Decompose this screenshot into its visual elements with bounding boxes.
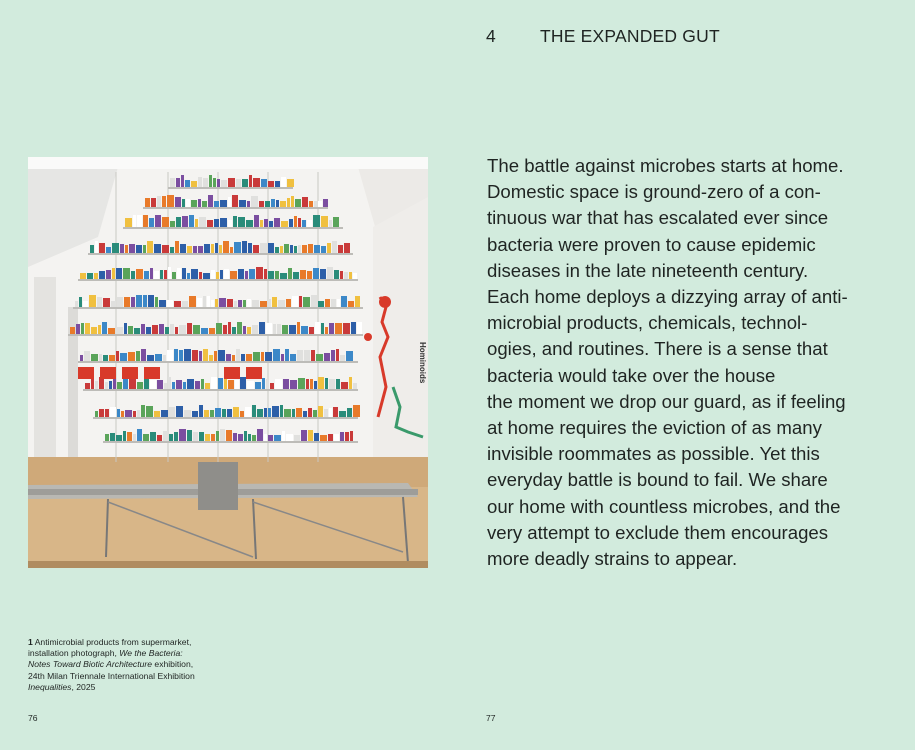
chapter-header [486, 26, 720, 47]
body-line: very attempt to exclude them encourages [487, 521, 829, 543]
body-line: our home with countless microbes, and the [487, 495, 841, 517]
body-line: ogies, and routines. There is a sense that [487, 338, 828, 360]
caption-line-1 [28, 637, 258, 648]
body-line: tinuous war that has escalated ever since [487, 207, 829, 229]
body-line: bacteria would take over the house [487, 364, 776, 386]
figure-caption [28, 637, 258, 693]
page-number-left: 76 [28, 713, 38, 723]
body-line: microbial products, chemicals, technol- [487, 312, 808, 334]
caption-text-5: , 2025 [71, 681, 96, 692]
caption-title-1: We the Bacteria: [119, 648, 183, 659]
caption-title-3: Inequalities [28, 681, 72, 692]
caption-line-4: 24th Milan Triennale International Exhibition [28, 670, 195, 681]
body-line: at home requires the eviction of as many [487, 417, 822, 439]
page-number-right: 77 [486, 713, 496, 723]
installation-photograph [28, 157, 428, 568]
body-line: The battle against microbes starts at home. [487, 155, 844, 176]
body-line: the moment we drop our guard, as if feeling [487, 390, 846, 412]
chapter-title: THE EXPANDED GUT [540, 26, 720, 46]
caption-line-3 [28, 659, 258, 670]
body-line: diseases in the late nineteenth century. [487, 259, 809, 281]
caption-title-2: Notes Toward Biotic Architecture [28, 659, 153, 670]
body-line: invisible roommates as possible. Yet this [487, 443, 820, 465]
body-line: Each home deploys a dizzying array of anti- [487, 286, 848, 308]
caption-text-3: exhibition, [152, 659, 194, 670]
caption-text-2: installation photograph, [28, 648, 120, 659]
caption-number: 1 [28, 637, 33, 647]
wall-label: Hominoids [418, 342, 427, 384]
body-line: everyday battle is bound to fail. We share [487, 469, 828, 491]
caption-line-2 [28, 648, 258, 659]
caption-line-5 [28, 682, 258, 693]
body-text [487, 153, 897, 572]
body-line: Domestic space is ground-zero of a con- [487, 181, 821, 203]
body-line: bacteria were proven to cause epidemic [487, 233, 816, 255]
caption-text-1: Antimicrobial products from supermarket, [34, 637, 192, 647]
body-line: more deadly strains to appear. [487, 548, 738, 570]
chapter-number: 4 [486, 26, 496, 46]
